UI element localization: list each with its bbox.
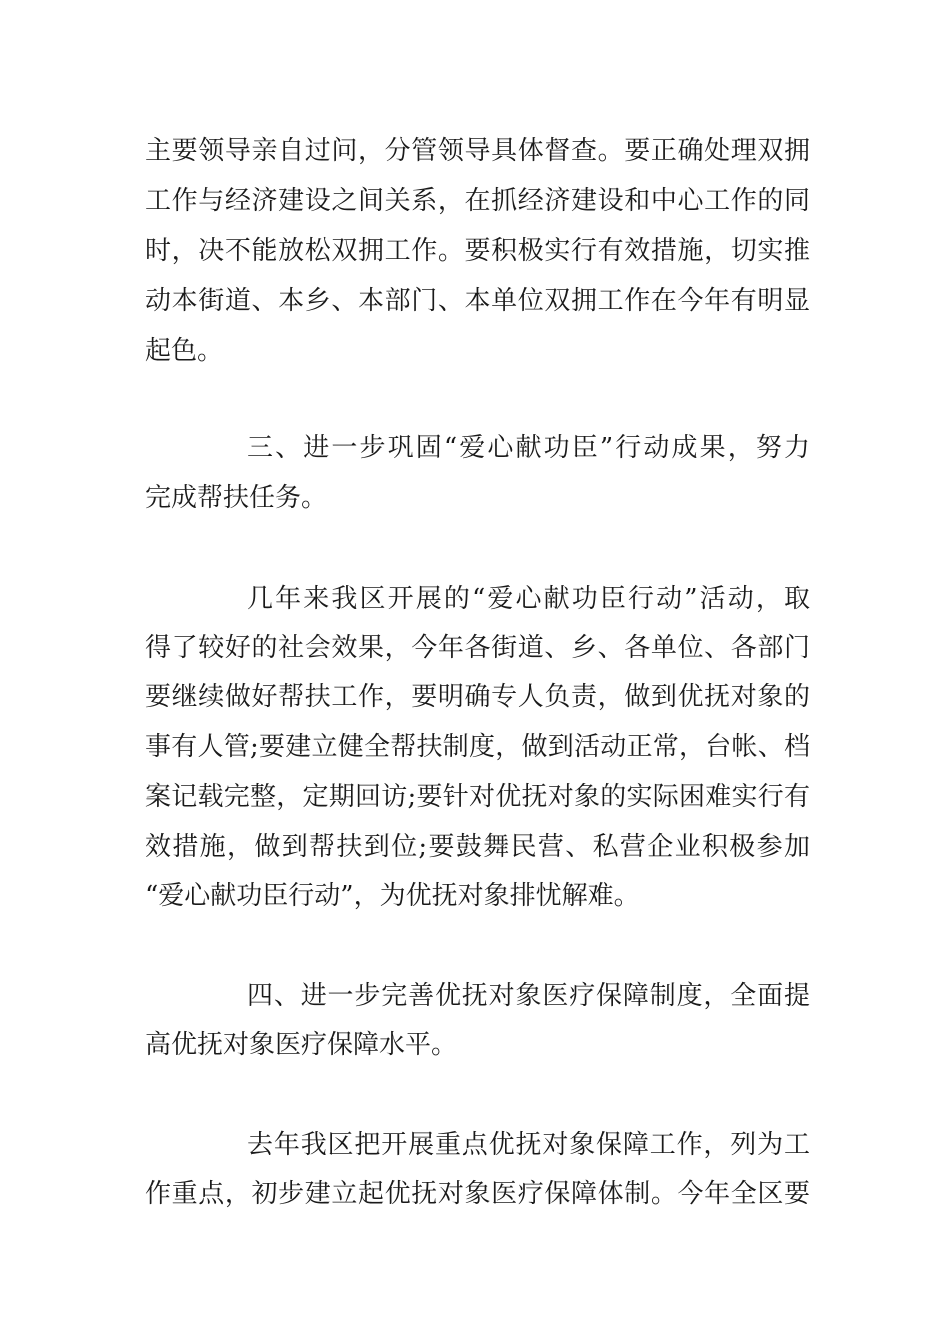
text-line: 事有人管;要建立健全帮扶制度，做到活动正常，台帐、档: [145, 732, 810, 762]
text-line: 效措施，做到帮扶到位;要鼓舞民营、私营企业积极参加: [145, 832, 810, 862]
text-line: 工作与经济建设之间关系，在抓经济建设和中心工作的同: [145, 186, 810, 216]
text-line: “爱心献功臣行动”，为优抚对象排忧解难。: [145, 881, 640, 911]
section-heading-line: 高优抚对象医疗保障水平。: [145, 1030, 458, 1060]
text-line: 要继续做好帮扶工作，要明确专人负责，做到优抚对象的: [145, 682, 810, 712]
text-line: 时，决不能放松双拥工作。要积极实行有效措施，切实推: [145, 236, 810, 266]
text-line: 动本街道、本乡、本部门、本单位双拥工作在今年有明显: [145, 286, 810, 316]
text-line: 得了较好的社会效果，今年各街道、乡、各单位、各部门: [145, 633, 810, 663]
text-line: 案记载完整，定期回访;要针对优抚对象的实际困难实行有: [145, 782, 810, 812]
section-heading-line: 完成帮扶任务。: [145, 483, 328, 513]
section-heading-line: 三、进一步巩固“爱心献功臣”行动成果，努力: [247, 433, 810, 463]
text-line: 起色。: [145, 336, 224, 366]
text-line: 作重点，初步建立起优抚对象医疗保障体制。今年全区要: [145, 1179, 810, 1209]
text-line: 主要领导亲自过问，分管领导具体督查。要正确处理双拥: [145, 136, 810, 166]
text-line: 去年我区把开展重点优抚对象保障工作，列为工: [247, 1130, 810, 1160]
section-heading-line: 四、进一步完善优抚对象医疗保障制度，全面提: [247, 981, 810, 1011]
text-line: 几年来我区开展的“爱心献功臣行动”活动，取: [247, 584, 810, 614]
